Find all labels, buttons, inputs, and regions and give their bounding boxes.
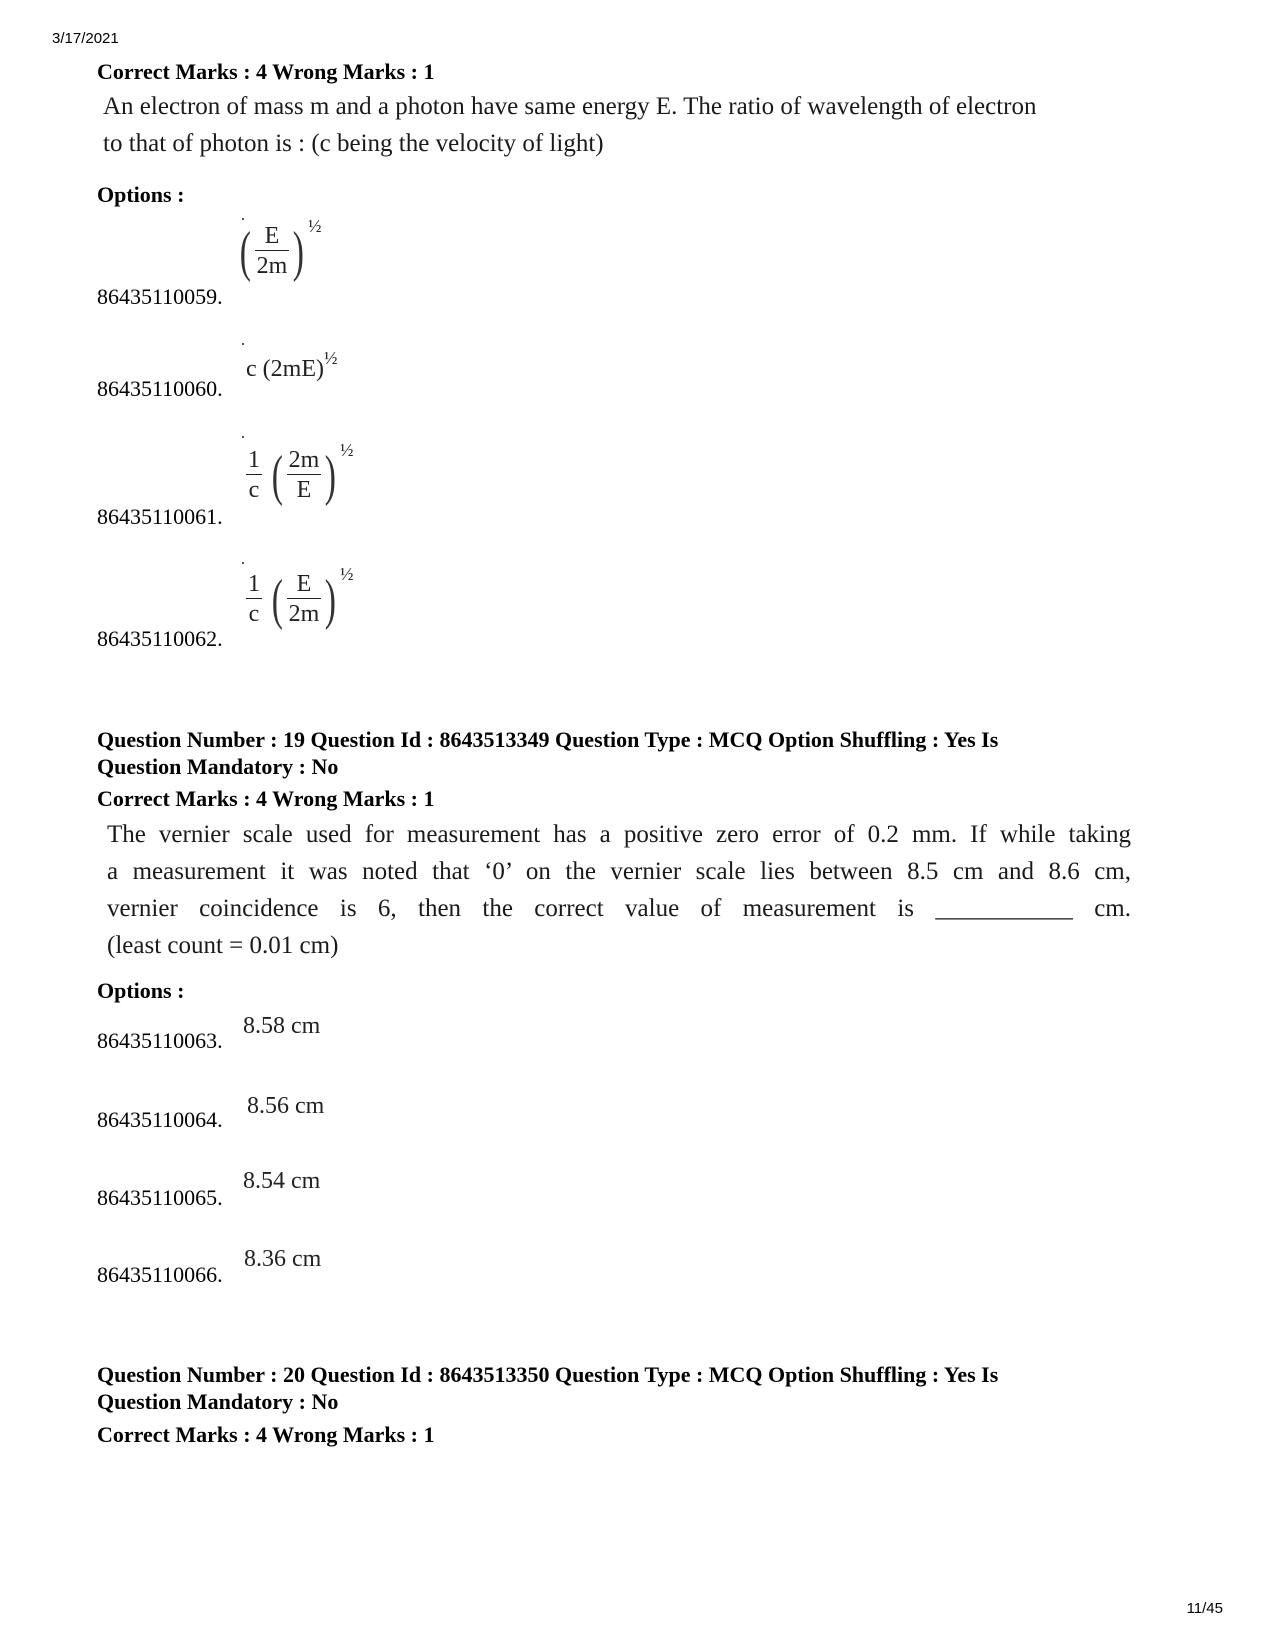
q18-option-4-id[interactable]: 86435110062. — [97, 626, 223, 651]
prefactor-denominator: c — [248, 601, 260, 627]
q18-text-line1: An electron of mass m and a photon have same energy E. The ratio of wavelength of electron — [103, 93, 1037, 120]
q19-text-line4: (least count = 0.01 cm) — [107, 932, 339, 959]
q18-option-2-id[interactable]: 86435110060. — [97, 376, 223, 401]
numerator: E — [296, 571, 312, 597]
q19-header-line1: Question Number : 19 Question Id : 8643513349 Question Type : MCQ Option Shuffling : Yes Is — [97, 727, 999, 752]
q19-text-line2: a measurement it was noted that ‘0’ on the vernier scale lies between 8.5 cm and 8.6 cm, — [107, 858, 1131, 885]
q20-header-line1: Question Number : 20 Question Id : 8643513350 Question Type : MCQ Option Shuffling : Yes Is — [97, 1362, 999, 1387]
prefactor-numerator: 1 — [248, 571, 260, 597]
option-dot — [242, 343, 244, 345]
q19-option-1-id[interactable]: 86435110063. — [97, 1028, 223, 1053]
q18-marks: Correct Marks : 4 Wrong Marks : 1 — [97, 59, 435, 84]
q19-options-label: Options : — [97, 978, 185, 1003]
exponent: ½ — [323, 348, 338, 368]
expression: c (2mE) — [246, 356, 324, 382]
numerator: 2m — [288, 447, 320, 473]
option-dot — [242, 562, 244, 564]
q18-option-4-formula[interactable]: $\frac{1}{c}$ ( $\frac{E}{2m}$ ) $^{\frac{1}{2}}$ — [248, 564, 354, 631]
print-date: 3/17/2021 — [52, 30, 119, 47]
q18-option-1-id[interactable]: 86435110059. — [97, 284, 223, 309]
q20-header-line2: Question Mandatory : No — [97, 1389, 339, 1414]
page-number: 11/45 — [1186, 1600, 1223, 1617]
q19-option-4-id[interactable]: 86435110066. — [97, 1262, 223, 1287]
q18-option-2-formula[interactable] — [246, 348, 338, 383]
option-dot — [242, 436, 244, 438]
q19-option-3-id[interactable]: 86435110065. — [97, 1185, 223, 1210]
q18-option-3-id[interactable]: 86435110061. — [97, 504, 223, 529]
q18-option-1-formula[interactable]: ( $\frac{E}{2m}$ ) $^{\frac{1}{2}}$ — [239, 216, 322, 283]
exponent: ½ — [339, 564, 354, 584]
denominator: 2m — [256, 253, 288, 279]
q19-option-2-id[interactable]: 86435110064. — [97, 1107, 223, 1132]
q19-text-line3: vernier coincidence is 6, then the correct value of measurement is ___________ cm. — [107, 895, 1131, 922]
q19-option-1-value[interactable]: 8.58 cm — [243, 1013, 321, 1039]
exponent: ½ — [339, 440, 354, 460]
q19-option-3-value[interactable]: 8.54 cm — [243, 1168, 321, 1194]
exponent: ½ — [307, 216, 322, 236]
q19-option-4-value[interactable]: 8.36 cm — [244, 1246, 322, 1272]
q18-options-label: Options : — [97, 182, 185, 207]
denominator: E — [296, 477, 312, 503]
q20-marks: Correct Marks : 4 Wrong Marks : 1 — [97, 1422, 435, 1447]
q19-header-line2: Question Mandatory : No — [97, 754, 339, 779]
q19-text-line1: The vernier scale used for measurement has a positive zero error of 0.2 mm. If while taking — [107, 821, 1131, 848]
q19-option-2-value[interactable]: 8.56 cm — [247, 1093, 325, 1119]
prefactor-numerator: 1 — [248, 447, 260, 473]
prefactor-denominator: c — [248, 477, 260, 503]
denominator: 2m — [288, 601, 320, 627]
q18-option-3-formula[interactable]: $\frac{1}{c}$ ( $\frac{2m}{E}$ ) $^{\frac{1}{2}}$ — [248, 440, 354, 507]
numerator: E — [264, 223, 280, 249]
q18-text-line2: to that of photon is : (c being the velocity of light) — [103, 130, 604, 157]
q19-marks: Correct Marks : 4 Wrong Marks : 1 — [97, 786, 435, 811]
